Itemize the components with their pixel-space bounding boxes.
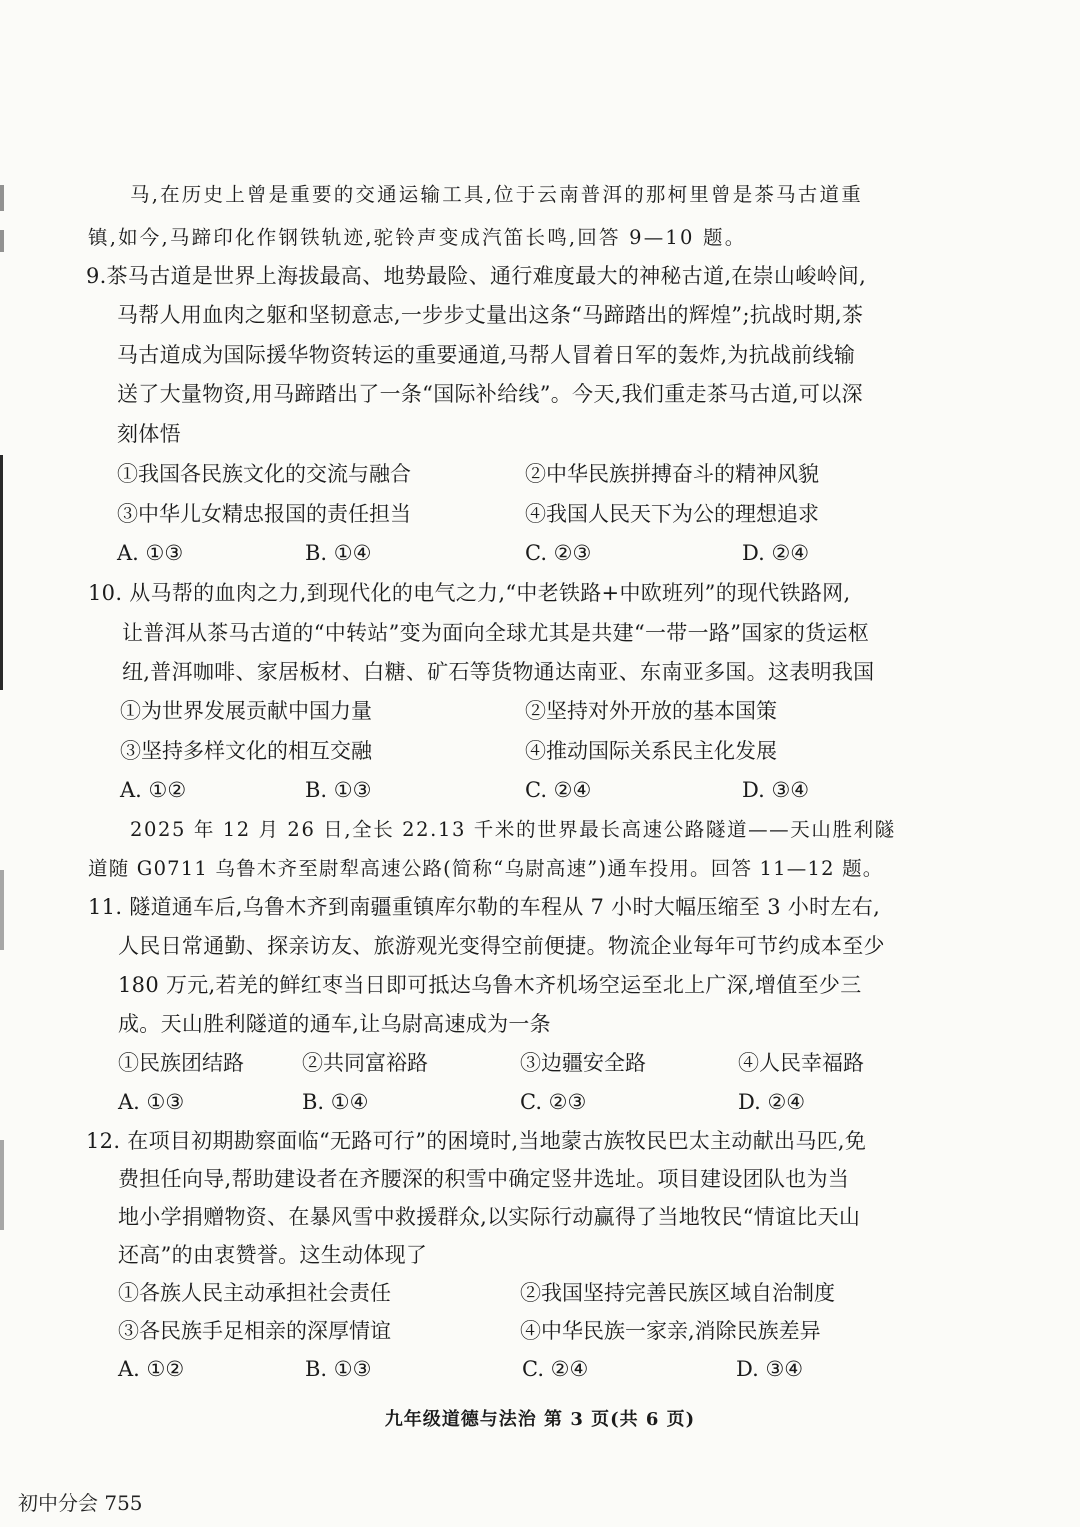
statement-2: ②中华民族拼搏奋斗的精神风貌 [525, 462, 819, 486]
intro-line: 马,在历史上曾是重要的交通运输工具,位于云南普洱的那柯里曾是茶马古道重 [130, 183, 863, 206]
binding-mark [0, 1140, 4, 1230]
question-12-line: 地小学捐赠物资、在暴风雪中救援群众,以实际行动赢得了当地牧民“情谊比天山 [118, 1205, 861, 1229]
statement-1: ①为世界发展贡献中国力量 [120, 699, 372, 723]
question-9-line: 9.茶马古道是世界上海拔最高、地势最险、通行难度最大的神秘古道,在崇山峻岭间, [86, 264, 867, 288]
statement-1: ①民族团结路 [118, 1051, 244, 1075]
question-10-line: 10. 从马帮的血肉之力,到现代化的电气之力,“中老铁路+中欧班列”的现代铁路网, [88, 581, 851, 605]
statement-4: ④我国人民天下为公的理想追求 [525, 502, 819, 526]
intro-line: 镇,如今,马蹄印化作钢铁轨迹,驼铃声变成汽笛长鸣,回答 9—10 题。 [88, 226, 747, 249]
binding-line [0, 455, 3, 690]
option-a: A. ①③ [117, 541, 184, 565]
option-d: D. ③④ [736, 1357, 804, 1381]
question-12-line: 12. 在项目初期勘察面临“无路可行”的困境时,当地蒙古族牧民巴太主动献出马匹,免 [86, 1129, 867, 1153]
option-b: B. ①④ [305, 541, 372, 565]
statement-1: ①各族人民主动承担社会责任 [118, 1281, 391, 1305]
intro-line: 2025 年 12 月 26 日,全长 22.13 千米的世界最长高速公路隧道——天山胜利隧 [130, 818, 896, 841]
question-9-line: 刻体悟 [117, 422, 181, 446]
binding-mark [0, 230, 4, 252]
option-a: A. ①② [118, 1357, 185, 1381]
binding-mark [0, 870, 4, 950]
option-c: C. ②③ [520, 1090, 587, 1114]
statement-4: ④中华民族一家亲,消除民族差异 [520, 1319, 821, 1343]
statement-1: ①我国各民族文化的交流与融合 [117, 462, 411, 486]
statement-3: ③边疆安全路 [520, 1051, 646, 1075]
binding-mark [0, 185, 4, 211]
question-9-line: 送了大量物资,用马蹄踏出了一条“国际补给线”。今天,我们重走茶马古道,可以深 [117, 382, 863, 406]
intro-line: 道随 G0711 乌鲁木齐至尉犁高速公路(简称“乌尉高速”)通车投用。回答 11—12 题。 [88, 857, 884, 880]
question-12-line: 费担任向导,帮助建设者在齐腰深的积雪中确定竖井选址。项目建设团队也为当 [118, 1167, 850, 1191]
question-10-line: 纽,普洱咖啡、家居板材、白糖、矿石等货物通达南亚、东南亚多国。这表明我国 [122, 660, 875, 684]
option-b: B. ①③ [305, 778, 372, 802]
question-12-line: 还高”的由衷赞誉。这生动体现了 [118, 1243, 428, 1267]
question-11-line: 11. 隧道通车后,乌鲁木齐到南疆重镇库尔勒的车程从 7 小时大幅压缩至 3 小时左右, [88, 895, 881, 919]
watermark-caption: 初中分会 755 [18, 1491, 143, 1515]
statement-3: ③中华儿女精忠报国的责任担当 [117, 502, 411, 526]
question-10-line: 让普洱从茶马古道的“中转站”变为面向全球尤其是共建“一带一路”国家的货运枢 [122, 621, 870, 645]
statement-2: ②坚持对外开放的基本国策 [525, 699, 777, 723]
option-d: D. ③④ [742, 778, 810, 802]
question-11-line: 成。天山胜利隧道的通车,让乌尉高速成为一条 [118, 1012, 551, 1036]
statement-2: ②共同富裕路 [302, 1051, 428, 1075]
statement-4: ④人民幸福路 [738, 1051, 864, 1075]
page-footer: 九年级道德与法治 第 3 页(共 6 页) [384, 1409, 696, 1430]
statement-3: ③坚持多样文化的相互交融 [120, 739, 372, 763]
question-9-line: 马古道成为国际援华物资转运的重要通道,马帮人冒着日军的轰炸,为抗战前线输 [117, 343, 856, 367]
question-11-line: 180 万元,若羌的鲜红枣当日即可抵达乌鲁木齐机场空运至北上广深,增值至少三 [118, 973, 862, 997]
statement-4: ④推动国际关系民主化发展 [525, 739, 777, 763]
option-b: B. ①④ [302, 1090, 369, 1114]
option-c: C. ②④ [522, 1357, 589, 1381]
option-c: C. ②③ [525, 541, 592, 565]
option-c: C. ②④ [525, 778, 592, 802]
option-a: A. ①③ [118, 1090, 185, 1114]
question-9-line: 马帮人用血肉之躯和坚韧意志,一步步丈量出这条“马蹄踏出的辉煌”;抗战时期,茶 [117, 303, 864, 327]
statement-2: ②我国坚持完善民族区域自治制度 [520, 1281, 835, 1305]
question-11-line: 人民日常通勤、探亲访友、旅游观光变得空前便捷。物流企业每年可节约成本至少 [118, 934, 885, 958]
option-d: D. ②④ [742, 541, 810, 565]
option-d: D. ②④ [738, 1090, 806, 1114]
statement-3: ③各民族手足相亲的深厚情谊 [118, 1319, 391, 1343]
option-a: A. ①② [120, 778, 187, 802]
option-b: B. ①③ [305, 1357, 372, 1381]
